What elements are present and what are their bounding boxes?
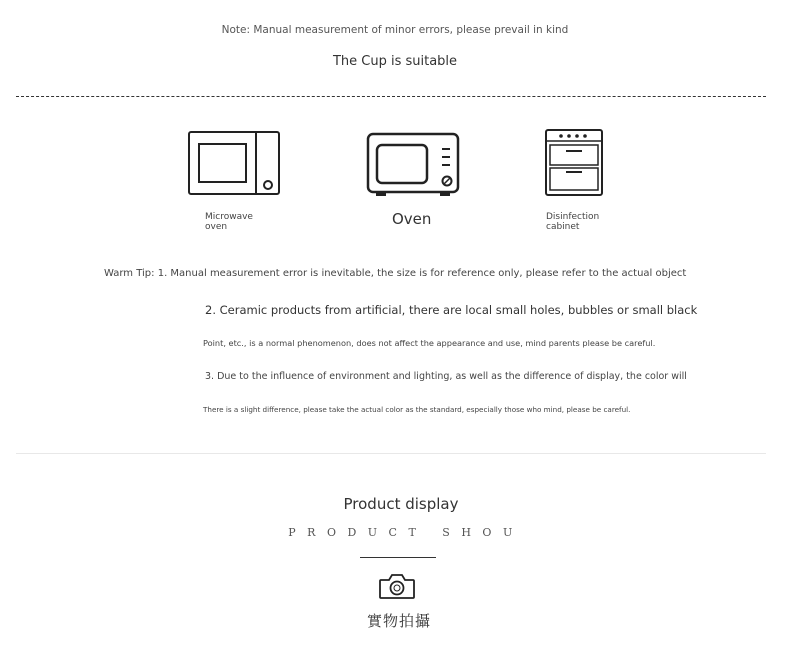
warm-tip-2-cont: Point, etc., is a normal phenomenon, does not affect the appearance and use, mind parents please be careful. bbox=[203, 338, 656, 348]
disinfection-cabinet-icon bbox=[544, 128, 604, 198]
appliance-oven bbox=[364, 132, 504, 228]
oven-label: Oven bbox=[392, 210, 432, 228]
product-display-chinese-label: 實物拍攝 bbox=[366, 612, 431, 630]
microwave-label-line1: Microwave bbox=[205, 212, 253, 222]
warm-tip-1: Warm Tip: 1. Manual measurement error is inevitable, the size is for reference only, please refer to the actual object bbox=[104, 268, 687, 279]
measurement-note: Note: Manual measurement of minor errors, please prevail in kind bbox=[221, 24, 569, 36]
warm-tip-2: 2. Ceramic products from artificial, there are local small holes, bubbles or small black bbox=[205, 303, 698, 317]
section-divider bbox=[16, 453, 766, 454]
microwave-label-line2: oven bbox=[205, 222, 228, 232]
oven-icon bbox=[364, 132, 462, 200]
disinfection-label-line1: Disinfection bbox=[546, 212, 600, 222]
camera-icon bbox=[378, 572, 416, 604]
disinfection-label-line2: cabinet bbox=[546, 222, 580, 232]
title-underline bbox=[360, 557, 436, 558]
cup-suitable-heading: The Cup is suitable bbox=[332, 54, 458, 69]
appliance-disinfection-cabinet bbox=[544, 128, 684, 232]
microwave-oven-icon bbox=[186, 130, 282, 200]
dashed-divider bbox=[16, 96, 766, 97]
product-display-subtitle: PRODUCT SHOU bbox=[288, 526, 524, 539]
appliance-microwave bbox=[186, 130, 326, 232]
warm-tip-3-cont: There is a slight difference, please take the actual color as the standard, especially those who mind, please be careful. bbox=[203, 405, 631, 414]
product-display-title: Product display bbox=[343, 495, 459, 513]
warm-tip-3: 3. Due to the influence of environment and lighting, as well as the difference of display, the color will bbox=[205, 371, 687, 382]
